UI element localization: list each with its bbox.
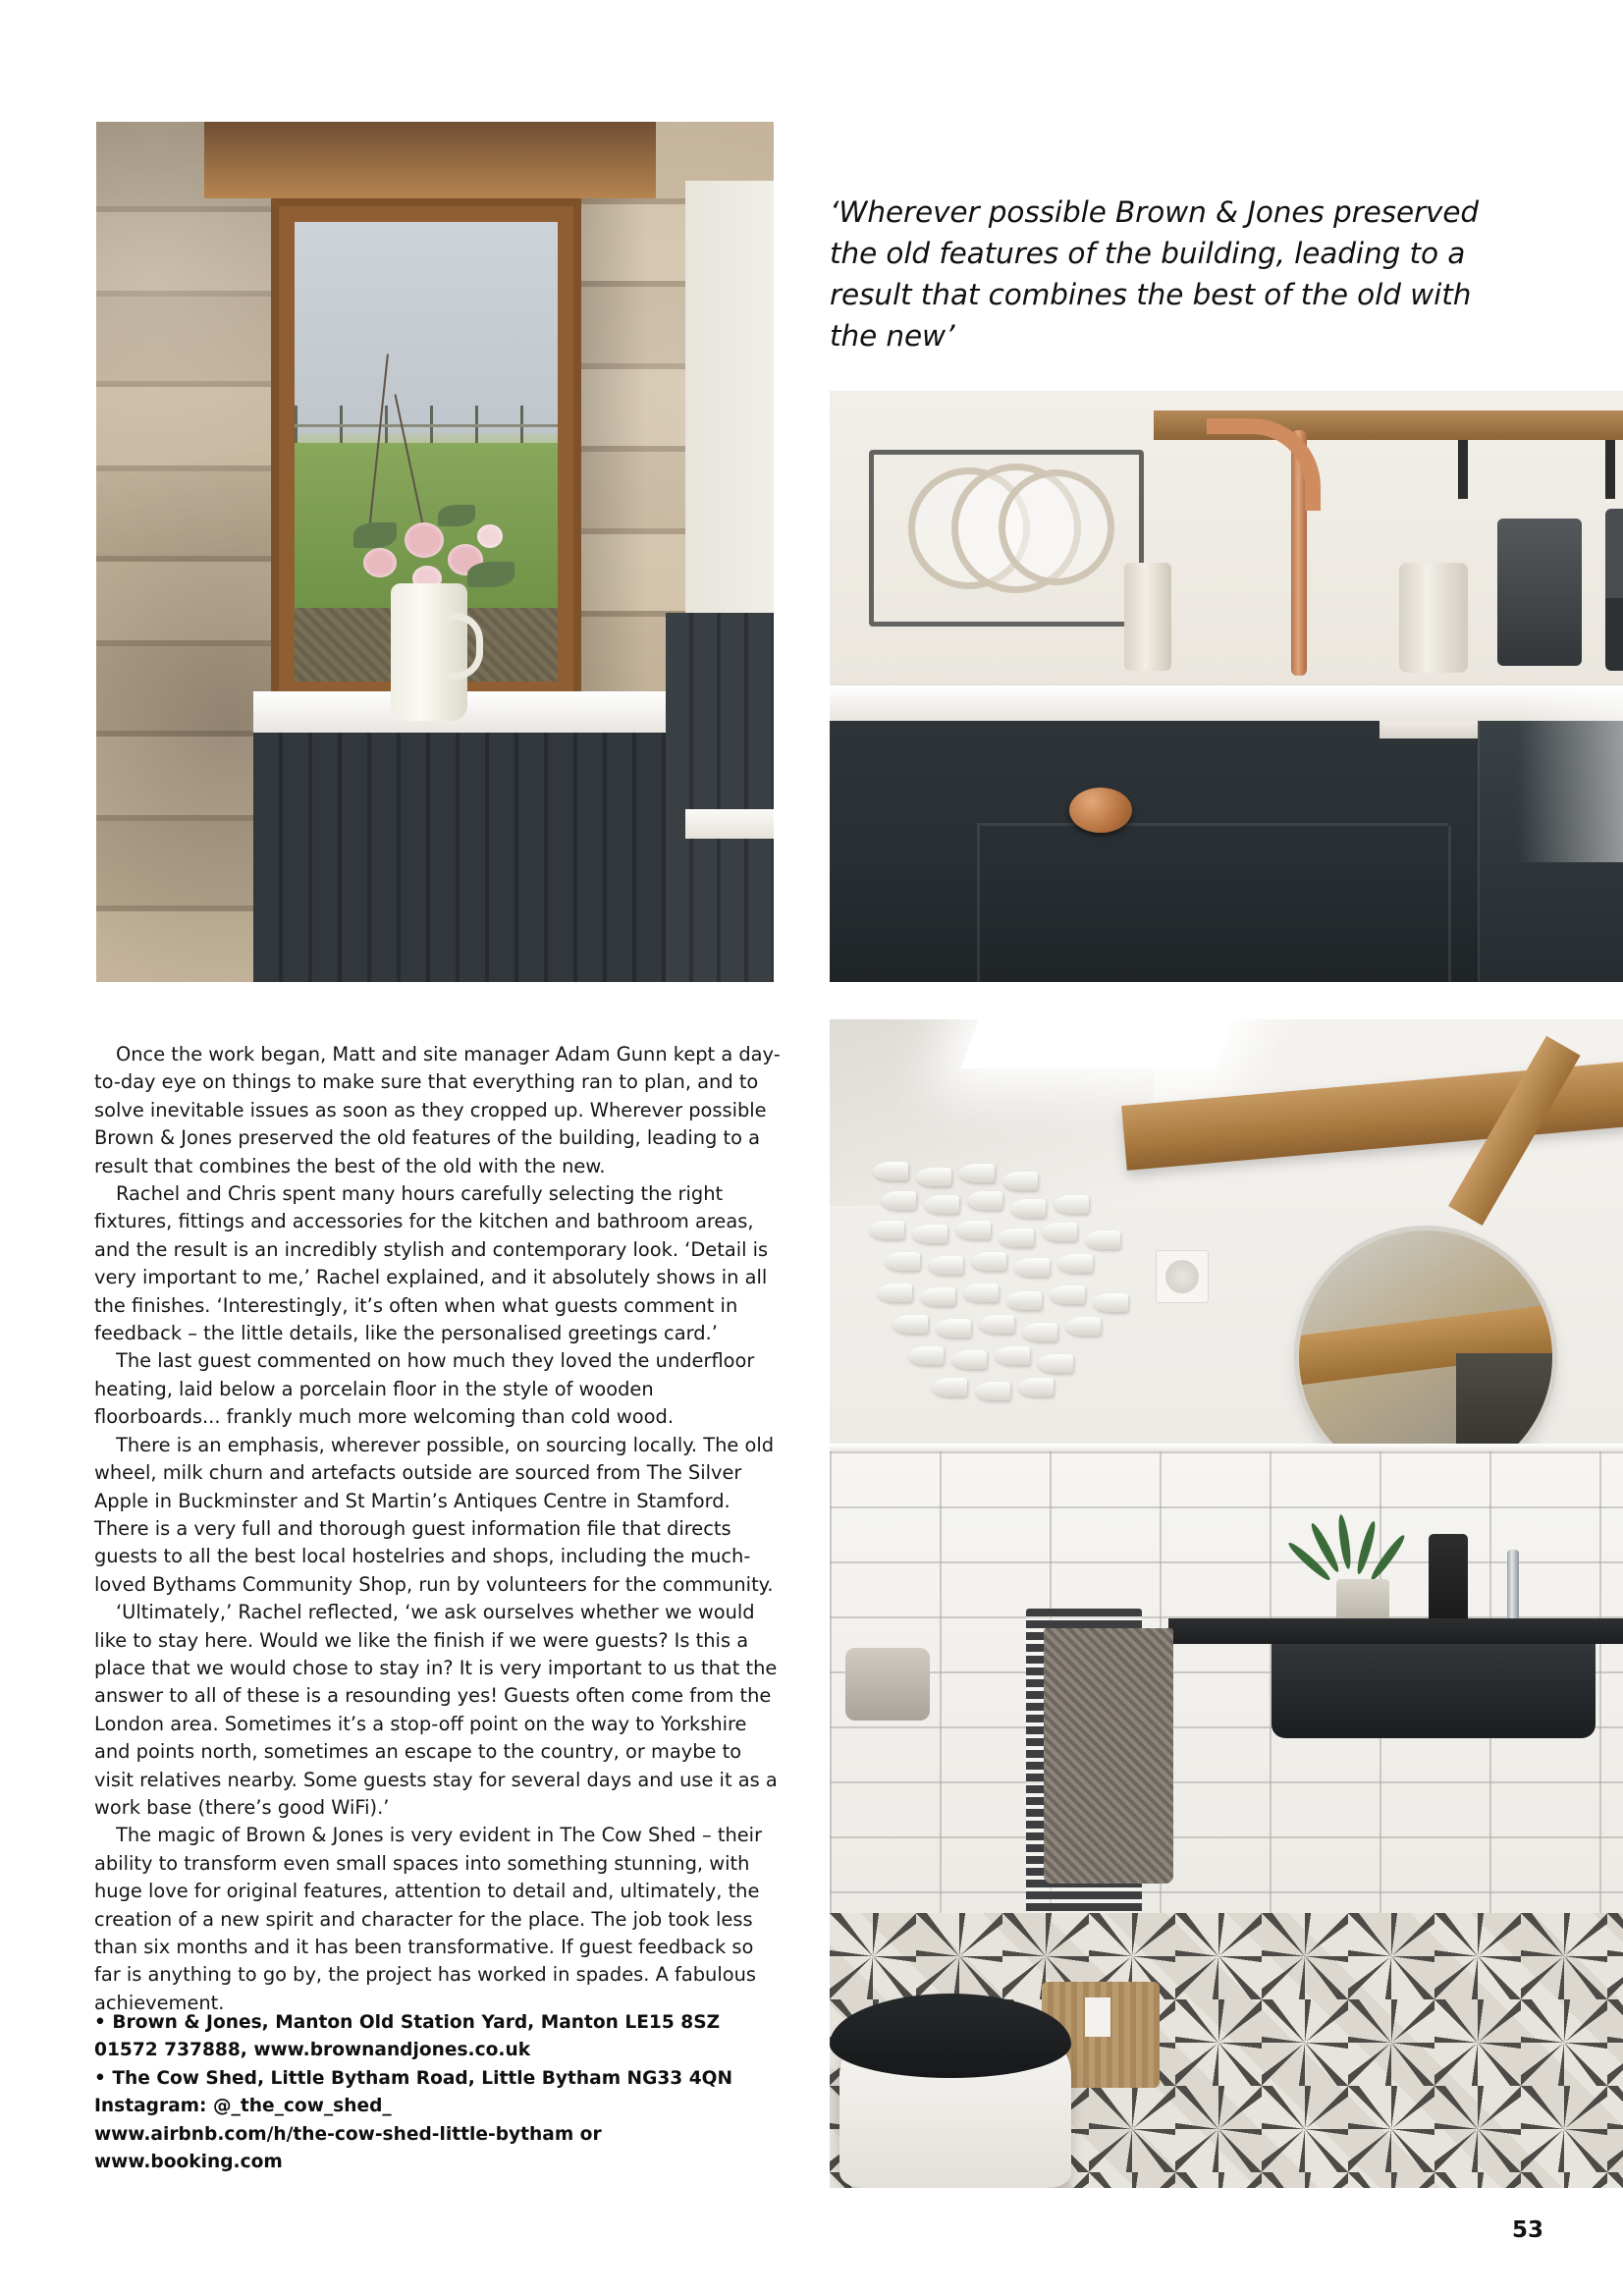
cabinet-seam-right [1448,826,1451,982]
ceramic-jug [391,583,467,721]
body-paragraph: Once the work began, Matt and site manager Adam Gunn kept a day-to-day eye on things to make sure that everything ran to plan, and to solve inevitable issues as soon as they cropped up. Wherever possible Brown & Jones preserved the old features of the building, leading to a result that combines the best of the old with the new. [94,1043,781,1177]
sky [295,222,558,433]
shelf-bracket [1458,440,1468,499]
black-basin [1271,1644,1596,1738]
panelling-below-window [253,733,666,982]
contact-line: www.airbnb.com/h/the-cow-shed-little-bytham or www.booking.com [94,2123,602,2173]
window-sill-right [685,809,774,839]
panelling-right [666,613,774,982]
kitchen-photo [830,391,1623,982]
fish-wall-art [869,1162,1134,1417]
wall-vent [1156,1250,1209,1303]
body-paragraph: The magic of Brown & Jones is very evident in The Cow Shed – their ability to transform even small spaces into something stunning, with huge love for original features, attention to detail and, ultimately, the creation of a new spirit and character for the place. The job took less than six months and it has been transformative. If guest feedback so far is anything to go by, the project has worked in spades. A fabulous achievement. [94,1824,763,2014]
kitchen-appliance [1497,519,1582,666]
plant-pot [1336,1579,1389,1622]
worktop [830,685,1623,721]
body-paragraph: There is an emphasis, wherever possible, on sourcing locally. The old wheel, milk churn and artefacts outside are sourced from The Silver Apple in Buckminster and St Martin’s Antiques Centre in Stamford. There is a very full and thorough guest information file that directs guests to all the best local hostelries and shops, including the much-loved Bythams Community Shop, run by volunteers for the community. [94,1433,775,1596]
soap-bottle [1429,1534,1468,1624]
wooden-ceiling-beam [204,122,656,198]
toilet-roll-holder [845,1648,930,1721]
contact-line: 01572 737888, www.brownandjones.co.uk [94,2040,531,2061]
hanging-towel [1044,1628,1173,1884]
cabinet-seam-left [977,826,980,982]
page-number: 53 [1512,2217,1544,2243]
fence-rail [295,424,558,427]
body-paragraph: The last guest commented on how much they loved the underfloor heating, laid below a porcelain floor in the style of wooden floorboards... frankly much more welcoming than cold wood. [94,1349,755,1429]
pull-quote: ‘Wherever possible Brown & Jones preserved the old features of the building, leading to a result that combines the best of the old with the new’ [830,195,1480,353]
cabinet-seam-top [977,823,1448,826]
body-paragraph: ‘Ultimately,’ Rachel reflected, ‘we ask ourselves whether we would like to stay here. Would we like the finish if we were guests? Is this a place that we would chose to stay in? It is very important to us that the answer to all of these is a resounding yes! Guests often come from the London area. Sometimes it’s a stop-off point on the way to Yorkshire and points north, sometimes an escape to the country, or maybe to visit relatives nearby. Some guests stay for several days and use it as a work base (there’s good WiFi).’ [94,1601,778,1819]
copper-knob [1069,788,1132,833]
bathroom-photo [830,1019,1623,2188]
article-body [94,1041,782,2017]
copper-tap [1291,430,1307,676]
contact-line: Instagram: @_the_cow_shed_ [94,2096,392,2117]
utensil-pot [1605,509,1623,671]
shelf-bracket-2 [1605,440,1615,499]
basin-tap [1507,1550,1519,1622]
window-light [1517,685,1623,862]
skylight [961,1019,1249,1068]
kitchen-canister [1399,563,1468,673]
soap-dispenser [1124,563,1171,671]
contact-details [94,2009,782,2176]
contact-line: • Brown & Jones, Manton Old Station Yard, Manton LE15 8SZ [94,2012,721,2033]
body-paragraph: Rachel and Chris spent many hours carefully selecting the right fixtures, fittings and accessories for the kitchen and bathroom areas, and the result is an incredibly stylish and contemporary look. ‘Detail is very important to me,’ Rachel explained, and it absolutely shows in all the finishes. ‘Interestingly, it’s often when what guests comment in feedback – the little details, like the personalised greetings card.’ [94,1182,769,1345]
black-counter [1168,1618,1623,1644]
plates-stack [889,460,1134,587]
contact-line: • The Cow Shed, Little Bytham Road, Little Bytham NG33 4QN [94,2067,733,2089]
window-photo [96,122,774,982]
